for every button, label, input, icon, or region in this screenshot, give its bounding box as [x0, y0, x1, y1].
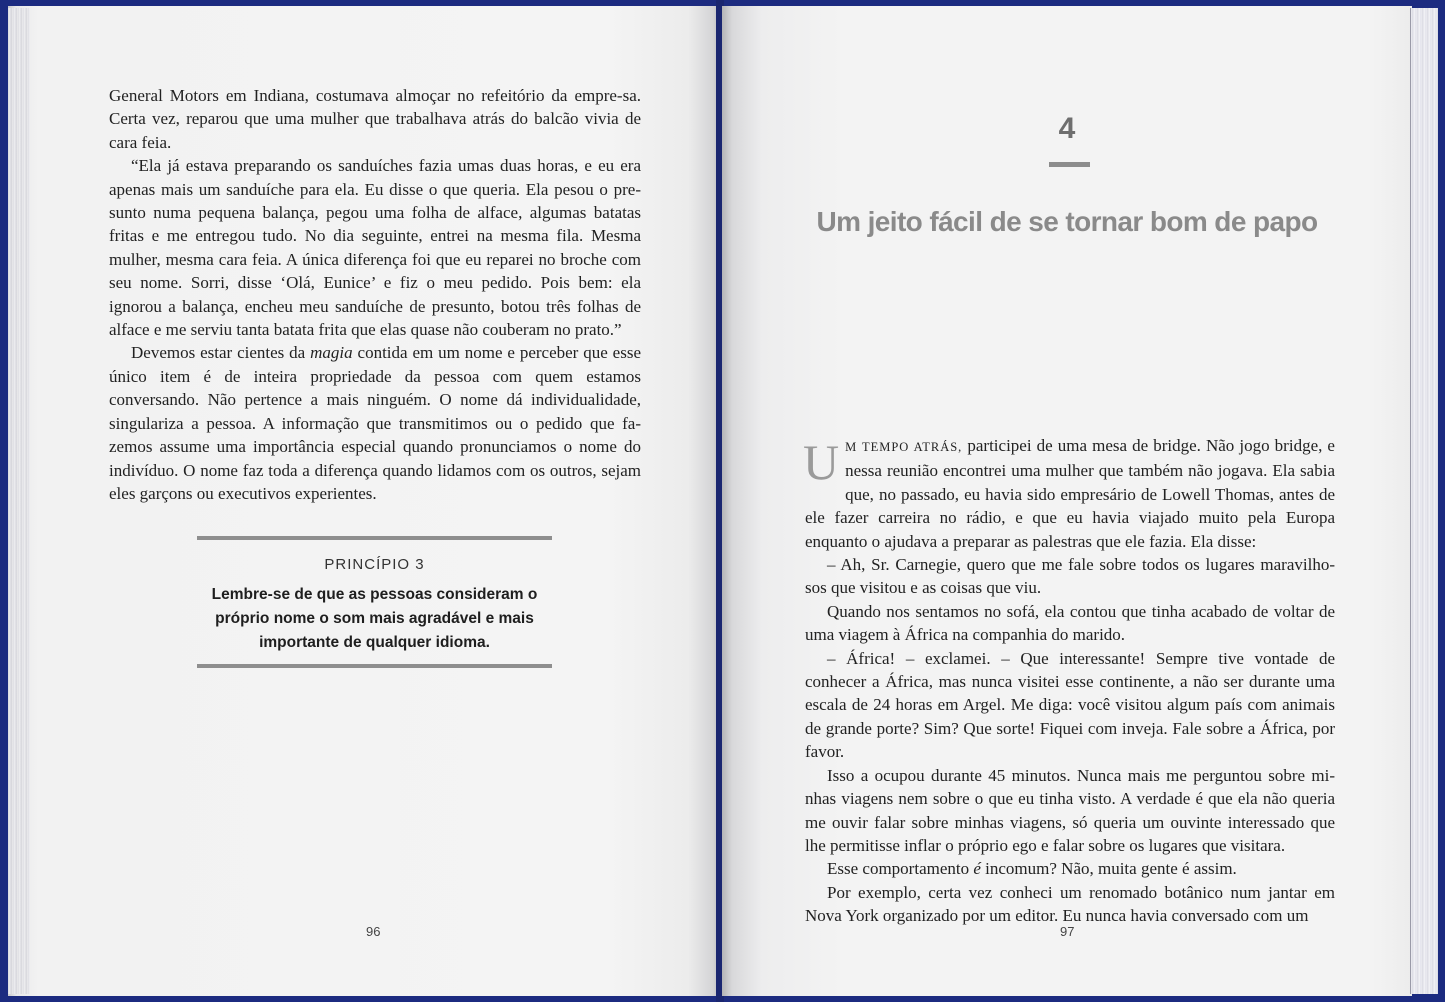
right-paragraph-5-italic: é — [973, 859, 981, 879]
principle-heading: PRINCÍPIO 3 — [324, 556, 425, 573]
left-paragraph-1: General Motors em Indiana, costumava almoçar no refeitório da empre-sa. Certa vez, reparou que uma mulher que trabalhava atrás do balcão vivia de cara feia. — [109, 86, 641, 152]
left-paragraph-3-start: Devemos estar cientes da — [131, 343, 311, 363]
principle-bottom-rule — [197, 664, 552, 668]
left-paragraph-3 — [109, 341, 641, 505]
opening-smallcaps: M TEMPO ATRÁS, — [845, 440, 963, 454]
left-page — [8, 6, 720, 996]
right-page-edges — [1410, 8, 1438, 994]
right-paragraph-2-text: Quando nos sentamos no sofá, ela contou que tinha acabado de voltar de uma viagem à África na companhia do marido. — [805, 601, 1335, 645]
left-paragraph-3-end: contida em um nome e perceber que esse único item é de inteira propriedade da pessoa com quem estamos conversando. Não pertence a mais ninguém. O nome dá individualidade, singulariza a pessoa. A informação que transmitimos ou o pedido que fa-zemos assume uma importância especial quando pronunciamos o nome do indivíduo. O nome faz toda a diferença quando lidamos com os outros, sejam eles garçons ou executivos experientes. — [109, 343, 641, 503]
chapter-number: 4 — [1058, 112, 1076, 145]
page-number-left: 96 — [366, 924, 381, 939]
right-paragraph-1 — [805, 553, 1335, 600]
opening-text: participei de uma mesa de bridge. Não jogo bridge, e nessa reunião encontrei uma mulher que também não jogava. Ela sabia que, no passado, eu havia sido empresário de Lowell Thomas, antes de ele fazer carreira no rádio, e que eu havia viajado muito pela Europa enquanto o ajudava a preparar as palestras que ele fazia. Ela disse: — [805, 436, 1335, 551]
principle-top-rule — [197, 536, 552, 540]
right-paragraph-3-text: – África! – exclamei. – Que interessante! Sempre tive vontade de conhecer a África, mas nunca visitei esse continente, a não ser durante uma escala de 24 horas em Argel. Me diga: você visitou algum país com animais de grande porte? Sim? Que sorte! Fiquei com inveja. Fale sobre a África, por favor. — [805, 648, 1335, 762]
right-paragraph-5-start: Esse comportamento — [827, 859, 974, 879]
chapter-rule — [1049, 162, 1090, 167]
right-paragraph-2 — [805, 600, 1335, 647]
left-paragraph-2: “Ela já estava preparando os sanduíches fazia umas duas horas, e eu era apenas mais um sanduíche para ela. Eu disse o que queria. Ela pesou o pre-sunto numa pequena balança, pegou uma folha de alface, algumas batatas fritas e me entregou tudo. No dia seguinte, entrei na mesma fila. Mesma mulher, mesma cara feia. A única diferença foi que eu reparei no broche com seu nome. Sorri, disse ‘Olá, Eunice’ e fiz o meu pedido. Pois bem: ela ignorou a balança, encheu meu sanduíche de presunto, botou três folhas de alface e me serviu tanta batata frita que elas quase não couberam no prato.” — [109, 156, 641, 340]
right-paragraph-1-text: – Ah, Sr. Carnegie, quero que me fale sobre todos os lugares maravilho-sos que visitou e as coisas que viu. — [805, 555, 1335, 598]
principle-body: Lembre-se de que as pessoas consideram o próprio nome o som mais agradável e mais importante de qualquer idioma. — [211, 586, 538, 651]
opening-paragraph — [805, 434, 1335, 553]
right-paragraph-6 — [805, 881, 1335, 928]
right-paragraph-4 — [805, 764, 1335, 858]
left-page-body — [109, 84, 641, 505]
page-number-right: 97 — [1060, 924, 1075, 939]
right-paragraph-4-text: Isso a ocupou durante 45 minutos. Nunca mais me perguntou sobre mi-nhas viagens nem sobre o que eu tinha visto. A verdade é que ela não queria me ouvir falar sobre minhas viagens, só queria um ouvinte interessado que lhe permitisse inflar o próprio ego e falar sobre os lugares que visitara. — [805, 765, 1335, 855]
left-paragraph-3-italic: magia — [310, 343, 353, 363]
right-page-body — [805, 434, 1335, 928]
right-paragraph-3 — [805, 647, 1335, 764]
right-paragraph-5-end: incomum? Não, muita gente é assim. — [980, 859, 1237, 879]
left-page-edges — [8, 8, 30, 994]
chapter-title: Um jeito fácil de se tornar bom de papo — [816, 206, 1318, 237]
right-paragraph-6-text: Por exemplo, certa vez conheci um renomado botânico num jantar em Nova York organizado por um editor. Eu nunca havia conversado com um — [805, 882, 1335, 926]
right-paragraph-5 — [805, 857, 1335, 880]
drop-cap: U — [803, 434, 840, 490]
right-page — [722, 6, 1412, 996]
